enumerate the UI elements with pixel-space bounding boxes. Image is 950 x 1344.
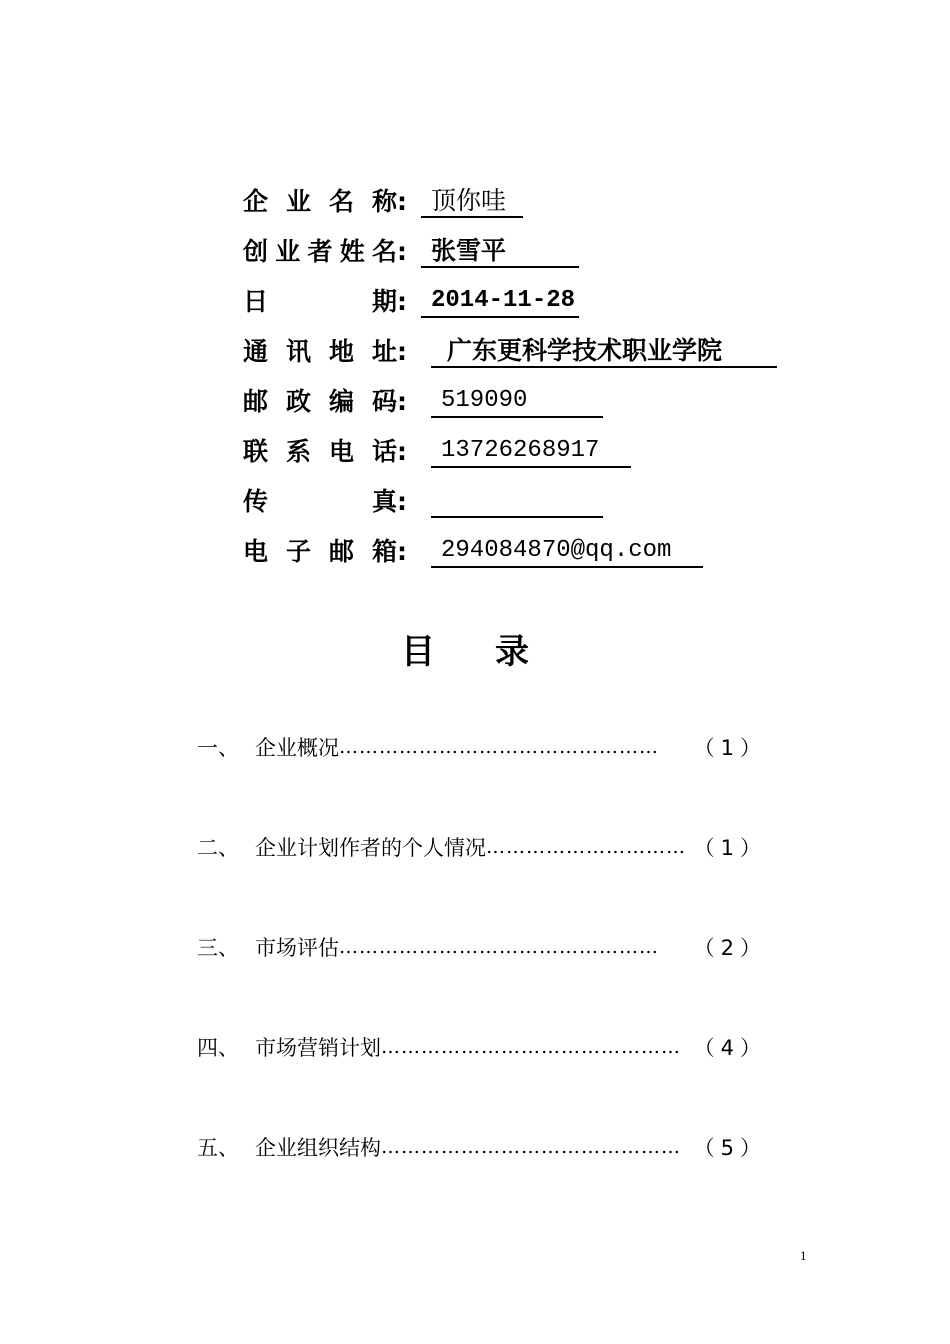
label-char: 联 xyxy=(243,437,269,466)
company-name-row xyxy=(243,182,523,218)
colon: : xyxy=(397,287,407,316)
label-char: 地 xyxy=(328,337,354,366)
date-value: 2014-11-28 xyxy=(421,286,579,318)
label-char: 编 xyxy=(328,387,354,416)
label-char: 者 xyxy=(307,237,333,266)
founder-name-label xyxy=(243,236,397,268)
label-char: 邮 xyxy=(328,537,354,566)
label-char: 邮 xyxy=(243,387,269,416)
colon: : xyxy=(397,437,407,466)
email-row xyxy=(243,532,703,568)
date-label xyxy=(243,286,397,318)
label-char: 子 xyxy=(285,537,311,566)
toc-item[interactable] xyxy=(197,932,767,962)
postcode-value: 519090 xyxy=(431,386,603,418)
date-row xyxy=(243,282,579,318)
toc-item-number: 四、 xyxy=(197,1036,239,1060)
toc-leader-dots: ………………………… xyxy=(486,836,686,858)
fax-label xyxy=(243,486,397,518)
colon: : xyxy=(397,337,407,366)
date-label-part: 日 xyxy=(243,287,269,316)
email-label xyxy=(243,536,397,568)
toc-item[interactable] xyxy=(197,732,767,762)
label-char: 政 xyxy=(285,387,311,416)
toc-leader-dots: ……………………………………… xyxy=(381,1136,681,1158)
toc-item-page: （1） xyxy=(693,836,767,860)
colon: : xyxy=(397,487,407,516)
fax-label-part: 真 xyxy=(371,487,397,516)
address-row xyxy=(243,332,777,368)
label-char: 电 xyxy=(243,537,269,566)
label-char: 讯 xyxy=(285,337,311,366)
toc-item-page: （4） xyxy=(693,1036,767,1060)
toc-leader-dots: ……………………………………… xyxy=(381,1036,681,1058)
colon: : xyxy=(397,187,407,216)
fax-value xyxy=(431,486,603,518)
label-char: 创 xyxy=(243,237,269,266)
toc-item-text: 企业组织结构 xyxy=(255,1136,381,1160)
toc-item-number: 二、 xyxy=(197,836,239,860)
toc-item-page: （2） xyxy=(693,936,767,960)
toc-item-number: 五、 xyxy=(197,1136,239,1160)
postcode-row xyxy=(243,382,603,418)
colon: : xyxy=(397,537,407,566)
colon: : xyxy=(397,387,407,416)
toc-item[interactable] xyxy=(197,1032,767,1062)
label-char: 名 xyxy=(371,237,397,266)
colon: : xyxy=(397,237,407,266)
phone-row xyxy=(243,432,631,468)
toc-item-text: 企业概况 xyxy=(255,736,339,760)
label-char: 称 xyxy=(371,187,397,216)
email-value: 294084870@qq.com xyxy=(431,536,703,568)
company-name-value: 顶你哇 xyxy=(421,186,523,218)
phone-label xyxy=(243,436,397,468)
toc-title: 目录 xyxy=(401,632,589,672)
label-char: 业 xyxy=(285,187,311,216)
fax-label-part: 传 xyxy=(243,487,269,516)
page-number: 1 xyxy=(800,1248,807,1263)
founder-name-value: 张雪平 xyxy=(421,236,579,268)
label-char: 系 xyxy=(285,437,311,466)
toc-item-number: 一、 xyxy=(197,736,239,760)
toc-item[interactable] xyxy=(197,832,767,862)
label-char: 址 xyxy=(371,337,397,366)
toc-leader-dots: ………………………………………… xyxy=(339,936,659,958)
toc-item-page: （5） xyxy=(693,1136,767,1160)
toc-item-text: 市场营销计划 xyxy=(255,1036,381,1060)
postcode-label xyxy=(243,386,397,418)
company-name-label xyxy=(243,186,397,218)
toc-item-page: （1） xyxy=(693,736,767,760)
label-char: 姓 xyxy=(339,237,365,266)
founder-name-row xyxy=(243,232,579,268)
toc-item-number: 三、 xyxy=(197,936,239,960)
address-label xyxy=(243,336,397,368)
label-char: 箱 xyxy=(371,537,397,566)
toc-item-text: 企业计划作者的个人情况 xyxy=(255,836,486,860)
label-char: 话 xyxy=(371,437,397,466)
label-char: 电 xyxy=(328,437,354,466)
date-label-part: 期 xyxy=(371,287,397,316)
toc-item-text: 市场评估 xyxy=(255,936,339,960)
fax-row xyxy=(243,482,603,518)
phone-value: 13726268917 xyxy=(431,436,631,468)
label-char: 企 xyxy=(243,187,269,216)
toc-item[interactable] xyxy=(197,1132,767,1162)
label-char: 码 xyxy=(371,387,397,416)
label-char: 业 xyxy=(275,237,301,266)
toc-leader-dots: ………………………………………… xyxy=(339,736,659,758)
label-char: 名 xyxy=(328,187,354,216)
label-char: 通 xyxy=(243,337,269,366)
address-value: 广东更科学技术职业学院 xyxy=(431,336,777,368)
